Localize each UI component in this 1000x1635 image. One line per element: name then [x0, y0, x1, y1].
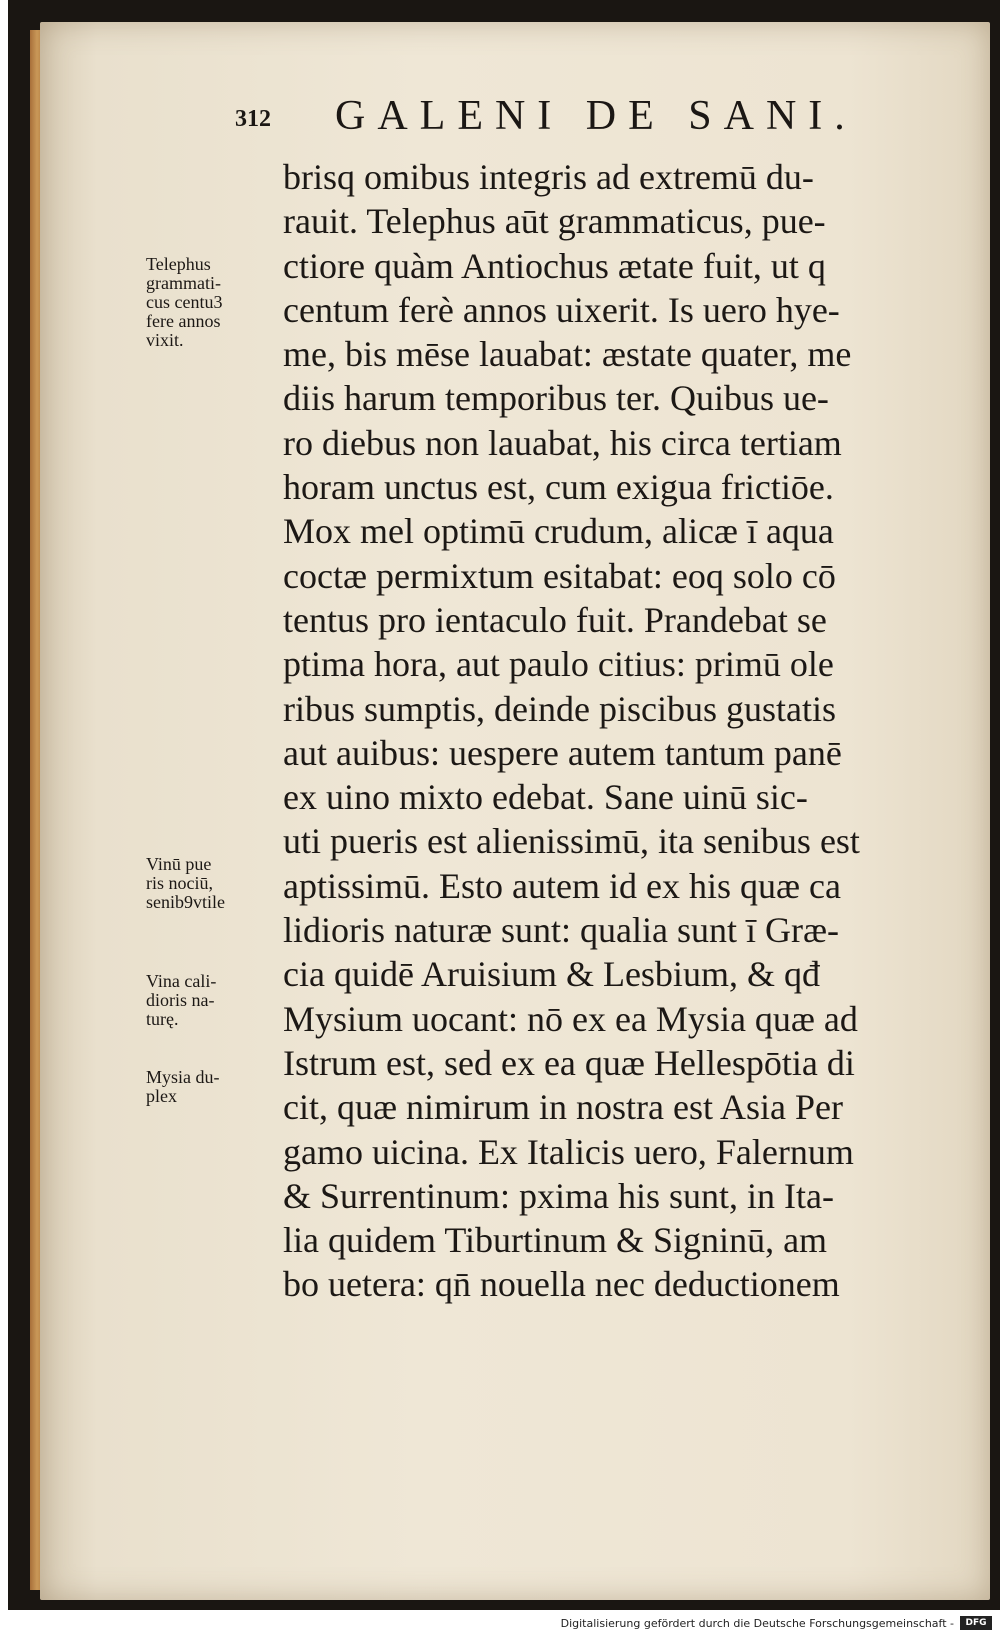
text-line: ro diebus non lauabat, his circa tertiam [283, 422, 842, 463]
page-number: 312 [235, 106, 271, 132]
text-line: brisq omibus integris ad extremū du- [283, 157, 814, 197]
marginal-note-mysia [146, 1068, 276, 1106]
marginal-line: cus centu3 [146, 292, 223, 312]
text-line: centum ferè annos uixerit. Is uero hye- [283, 289, 840, 330]
marginal-line: ris nociū, [146, 873, 213, 893]
text-line: lia quidem Tiburtinum & Signinū, am [283, 1220, 828, 1261]
text-line: coctæ permixtum esitabat: eoq solo cō [283, 555, 836, 596]
marginal-note-vina-calidioris [146, 972, 276, 1029]
marginal-line: plex [146, 1086, 177, 1106]
text-line: ctiore quàm Antiochus ætate fuit, ut q [283, 245, 826, 286]
text-line: me, bis mēse lauabat: æstate quater, me [283, 334, 852, 375]
text-line: cit, quæ nimirum in nostra est Asia Per [283, 1087, 843, 1128]
text-line: cia quidē Aruisium & Lesbium, & qđ [283, 954, 820, 995]
text-line: ribus sumptis, deinde piscibus gustatis [283, 688, 836, 729]
digitization-footer [0, 1612, 1000, 1635]
marginal-line: fere annos [146, 311, 221, 331]
text-line: gamo uicina. Ex Italicis uero, Falernum [283, 1131, 854, 1172]
running-head: GALENI DE SANI. [335, 93, 857, 139]
text-line: rauit. Telephus aūt grammaticus, pue- [283, 201, 826, 242]
marginal-line: senib9vtile [146, 892, 225, 912]
body-text [283, 155, 933, 1307]
text-line: Mox mel optimū crudum, alicæ ī aqua [283, 511, 834, 552]
text-line: bo uetera: qn̄ nouella nec deductionem [283, 1264, 840, 1305]
text-line: uti pueris est alienissimū, ita senibus est [283, 821, 860, 862]
marginal-note-vinum [146, 855, 276, 912]
text-line: Istrum est, sed ex ea quæ Hellespōtia di [283, 1042, 855, 1083]
text-line: Mysium uocant: nō ex ea Mysia quæ ad [283, 998, 858, 1039]
marginal-line: dioris na- [146, 990, 215, 1010]
marginal-line: Vina cali- [146, 971, 217, 991]
marginal-note-telephus [146, 255, 276, 350]
marginal-line: vixit. [146, 330, 184, 350]
text-line: aut auibus: uespere autem tantum panē [283, 732, 842, 773]
marginal-line: grammati- [146, 273, 221, 293]
dfg-logo-icon: DFG [960, 1616, 992, 1630]
text-line: ptima hora, aut paulo citius: primū ole [283, 644, 834, 685]
marginal-line: Mysia du- [146, 1067, 220, 1087]
text-line: aptissimū. Esto autem id ex his quæ ca [283, 865, 841, 906]
text-line: horam unctus est, cum exigua frictiōe. [283, 467, 834, 508]
marginal-line: Telephus [146, 254, 211, 274]
text-line: ex uino mixto edebat. Sane uinū sic- [283, 777, 808, 818]
marginal-line: Vinū pue [146, 854, 212, 874]
footer-credit: Digitalisierung gefördert durch die Deutsche Forschungsgemeinschaft - [560, 1617, 954, 1630]
text-line: tentus pro ientaculo fuit. Prandebat se [283, 599, 827, 640]
text-line: lidioris naturæ sunt: qualia sunt ī Græ- [283, 910, 839, 951]
marginal-line: turę. [146, 1009, 179, 1029]
text-line: diis harum temporibus ter. Quibus ue- [283, 378, 829, 419]
page-header [190, 92, 870, 152]
text-line: & Surrentinum: pxima his sunt, in Ita- [283, 1175, 834, 1216]
